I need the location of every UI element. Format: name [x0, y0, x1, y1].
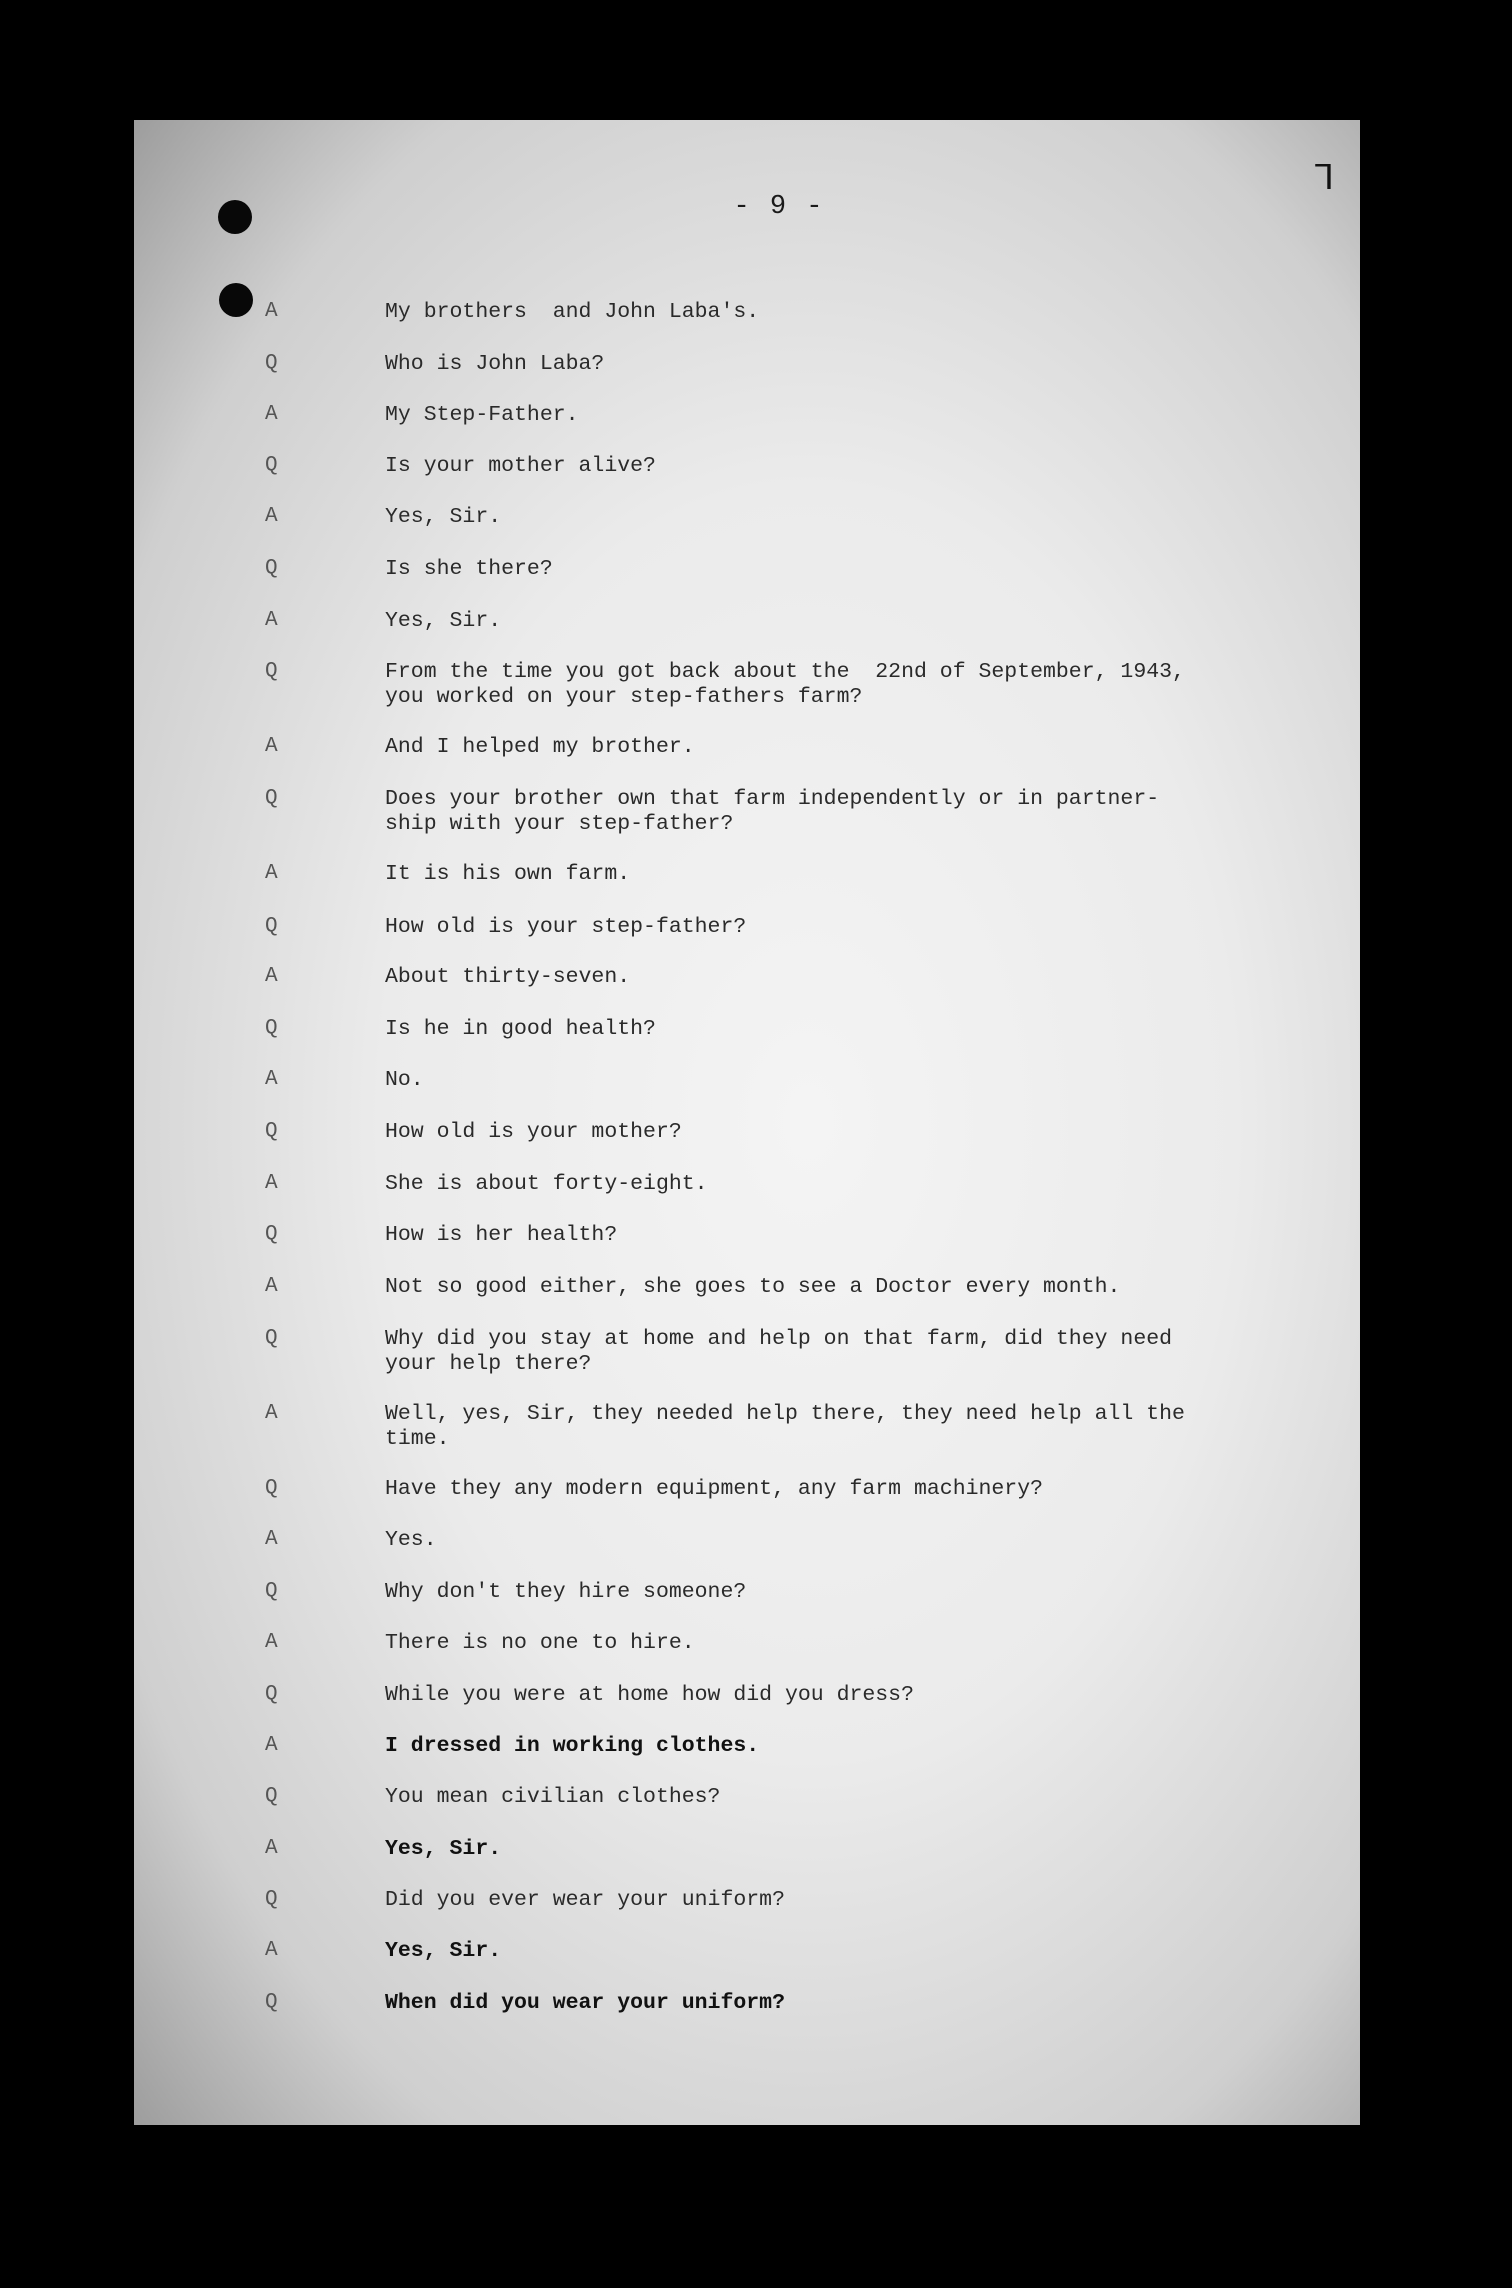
- answer-text: Not so good either, she goes to see a Doctor every month.: [385, 1275, 1121, 1299]
- question-text: While you were at home how did you dress?: [385, 1683, 914, 1707]
- question-text: Does your brother own that farm independently or in partner- ship with your step-father?: [385, 787, 1160, 836]
- question-text: When did you wear your uniform?: [385, 1991, 785, 2015]
- question-marker: Q: [265, 1477, 278, 1500]
- question-text: How old is your mother?: [385, 1120, 682, 1144]
- answer-text: Yes, Sir.: [385, 609, 502, 633]
- answer-marker: A: [265, 862, 278, 885]
- question-text: From the time you got back about the 22nd of September, 1943, you worked on your step-fathers farm?: [385, 660, 1185, 709]
- answer-text: It is his own farm.: [385, 862, 631, 886]
- question-marker: Q: [265, 1580, 278, 1603]
- answer-marker: A: [265, 505, 278, 528]
- answer-text: She is about forty-eight.: [385, 1172, 708, 1196]
- question-marker: Q: [265, 1888, 278, 1911]
- question-text: You mean civilian clothes?: [385, 1785, 721, 1809]
- answer-text: No.: [385, 1068, 424, 1092]
- question-marker: Q: [265, 1991, 278, 2014]
- answer-marker: A: [265, 1275, 278, 1298]
- question-text: Did you ever wear your uniform?: [385, 1888, 785, 1912]
- question-marker: Q: [265, 352, 278, 375]
- answer-marker: A: [265, 1939, 278, 1962]
- question-text: Have they any modern equipment, any farm machinery?: [385, 1477, 1044, 1501]
- answer-marker: A: [265, 1528, 278, 1551]
- answer-marker: A: [265, 735, 278, 758]
- question-text: Is he in good health?: [385, 1017, 656, 1041]
- answer-text: Yes, Sir.: [385, 1837, 502, 1861]
- answer-marker: A: [265, 1631, 278, 1654]
- question-marker: Q: [265, 557, 278, 580]
- answer-marker: A: [265, 403, 278, 426]
- question-marker: Q: [265, 1327, 278, 1350]
- question-marker: Q: [265, 1683, 278, 1706]
- question-text: How is her health?: [385, 1223, 618, 1247]
- answer-marker: A: [265, 1734, 278, 1757]
- answer-marker: A: [265, 300, 278, 323]
- answer-marker: A: [265, 1402, 278, 1425]
- question-text: Is she there?: [385, 557, 553, 581]
- answer-text: About thirty-seven.: [385, 965, 631, 989]
- page-number: - 9 -: [733, 192, 825, 222]
- answer-marker: A: [265, 1068, 278, 1091]
- question-marker: Q: [265, 660, 278, 683]
- question-text: How old is your step-father?: [385, 915, 747, 939]
- question-text: Why did you stay at home and help on that farm, did they need your help there?: [385, 1327, 1173, 1376]
- question-text: Who is John Laba?: [385, 352, 605, 376]
- punch-hole-top: [218, 200, 252, 234]
- question-text: Why don't they hire someone?: [385, 1580, 747, 1604]
- answer-text: There is no one to hire.: [385, 1631, 695, 1655]
- answer-marker: A: [265, 965, 278, 988]
- question-marker: Q: [265, 787, 278, 810]
- question-marker: Q: [265, 915, 278, 938]
- answer-text: Yes, Sir.: [385, 1939, 502, 1963]
- answer-marker: A: [265, 1172, 278, 1195]
- answer-text: My brothers and John Laba's.: [385, 300, 760, 324]
- question-text: Is your mother alive?: [385, 454, 656, 478]
- corner-handwritten-mark: ᒣ: [1313, 158, 1334, 198]
- answer-text: I dressed in working clothes.: [385, 1734, 760, 1758]
- answer-marker: A: [265, 609, 278, 632]
- question-marker: Q: [265, 454, 278, 477]
- question-marker: Q: [265, 1017, 278, 1040]
- answer-text: Well, yes, Sir, they needed help there, they need help all the time.: [385, 1402, 1185, 1451]
- answer-marker: A: [265, 1837, 278, 1860]
- answer-text: And I helped my brother.: [385, 735, 695, 759]
- answer-text: My Step-Father.: [385, 403, 579, 427]
- question-marker: Q: [265, 1120, 278, 1143]
- answer-text: Yes.: [385, 1528, 437, 1552]
- document-page: [134, 120, 1360, 2125]
- answer-text: Yes, Sir.: [385, 505, 502, 529]
- question-marker: Q: [265, 1785, 278, 1808]
- question-marker: Q: [265, 1223, 278, 1246]
- punch-hole-bottom: [219, 283, 253, 317]
